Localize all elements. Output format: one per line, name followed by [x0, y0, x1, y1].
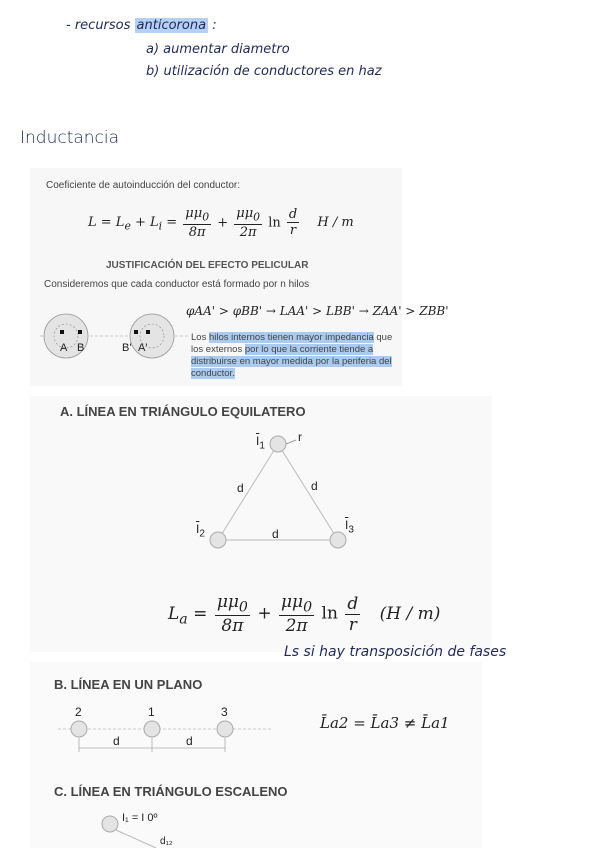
- node-i2-letter: $\overline{I}$: [196, 522, 200, 536]
- plane-spacing-2: d: [186, 734, 193, 748]
- autoinduction-panel: [30, 168, 449, 386]
- formula-frac-1: $\frac{\mu\mu_0}{8\pi}$: [185, 206, 210, 240]
- sa-frac-3: $\frac{d}{r}$: [347, 593, 359, 635]
- explain-5: por lo que la corriente tiende a: [244, 344, 374, 355]
- section-c-title: C. LÍNEA EN TRIÁNGULO ESCALENO: [54, 784, 288, 799]
- sa-plus: +: [257, 603, 277, 624]
- skin-effect-explanation: [191, 332, 392, 380]
- transposition-note: Ls si hay transposición de fases: [284, 644, 507, 660]
- explain-7: conductor.: [191, 368, 235, 379]
- explain-1: Los: [191, 332, 209, 343]
- node-i3: [345, 518, 354, 535]
- node-i2: [196, 522, 205, 539]
- node-i2-sub: 2: [199, 528, 205, 540]
- scalene-node-1: I₁ = I 0º: [122, 812, 158, 824]
- side-left-label: d: [237, 481, 244, 495]
- side-right-label: d: [311, 479, 318, 493]
- plane-node-1: 1: [148, 705, 155, 719]
- note-line-1-prefix: - recursos: [66, 18, 135, 33]
- formula-ln: ln: [268, 215, 281, 231]
- left-label-b: B: [77, 342, 85, 354]
- section-a-panel: [30, 396, 492, 652]
- right-label-a-prime: A': [138, 342, 148, 354]
- autoinduction-intro: Coeficiente de autoinducción del conductor:: [46, 180, 241, 191]
- formula-units: H / m: [317, 215, 354, 231]
- side-bottom-label: d: [272, 527, 279, 541]
- note-line-2: a) aumentar diametro: [146, 42, 290, 57]
- radius-label: r: [298, 430, 302, 444]
- plane-spacing-1: d: [113, 734, 120, 748]
- heading-inductancia: Inductancia: [20, 128, 120, 148]
- explain-6: distribuirse en mayor medida por la periferia del: [191, 356, 392, 367]
- note-colon: :: [208, 18, 217, 33]
- left-label-a: A: [60, 342, 68, 354]
- triangle-diagram: [190, 426, 370, 556]
- autoinduction-formula: [88, 206, 354, 240]
- node-i1-sub: 1: [259, 440, 265, 452]
- formula-plus: +: [217, 215, 233, 231]
- plane-diagram: [58, 708, 272, 758]
- plane-node-2: 2: [75, 705, 82, 719]
- explain-4: los externos: [191, 344, 245, 355]
- explain-2: hilos internos tienen mayor impedancia: [208, 332, 374, 343]
- node-i1: [256, 434, 265, 451]
- section-a-title: A. LÍNEA EN TRIÁNGULO EQUILATERO: [60, 404, 306, 419]
- note-line-1: [66, 18, 217, 33]
- formula-frac-2: $\frac{\mu\mu_0}{2\pi}$: [236, 206, 261, 240]
- sa-ln: ln: [321, 603, 338, 624]
- section-a-formula: [168, 592, 440, 636]
- node-i1-letter: $\overline{I}$: [256, 434, 260, 448]
- justification-title: JUSTIFICACIÓN DEL EFECTO PELICULAR: [106, 260, 309, 271]
- consider-text: Consideremos que cada conductor está formado por n hilos: [44, 279, 310, 290]
- plane-relation: L̄a2 = L̄a3 ≠ L̄a1: [320, 714, 450, 732]
- sa-lhs: $L_a$ =: [168, 603, 213, 628]
- inequality-chain: φAA' > φBB' → LAA' > LBB' → ZAA' > ZBB': [186, 304, 449, 318]
- plane-node-3: 3: [221, 705, 228, 719]
- sa-frac-1: $\frac{\mu\mu_0}{8\pi}$: [216, 592, 248, 637]
- note-highlight: anticorona: [136, 18, 207, 33]
- explain-3: que: [373, 332, 393, 343]
- formula-frac-3: $\frac{d}{r}$: [288, 207, 298, 239]
- section-b-panel: [30, 662, 482, 848]
- scalene-side-d12: d₁₂: [160, 836, 173, 847]
- node-i3-letter: $\overline{I}$: [345, 518, 349, 532]
- right-label-b-prime: B': [122, 342, 132, 354]
- conductor-diagram: [40, 312, 190, 368]
- note-line-3: b) utilización de conductores en haz: [146, 64, 382, 79]
- section-b-title: B. LÍNEA EN UN PLANO: [54, 677, 203, 692]
- sa-units: (H / m): [379, 603, 441, 624]
- node-i3-sub: 3: [348, 524, 354, 536]
- formula-lhs: $L = L_e + L_i$ =: [88, 215, 182, 233]
- sa-frac-2: $\frac{\mu\mu_0}{2\pi}$: [281, 592, 313, 637]
